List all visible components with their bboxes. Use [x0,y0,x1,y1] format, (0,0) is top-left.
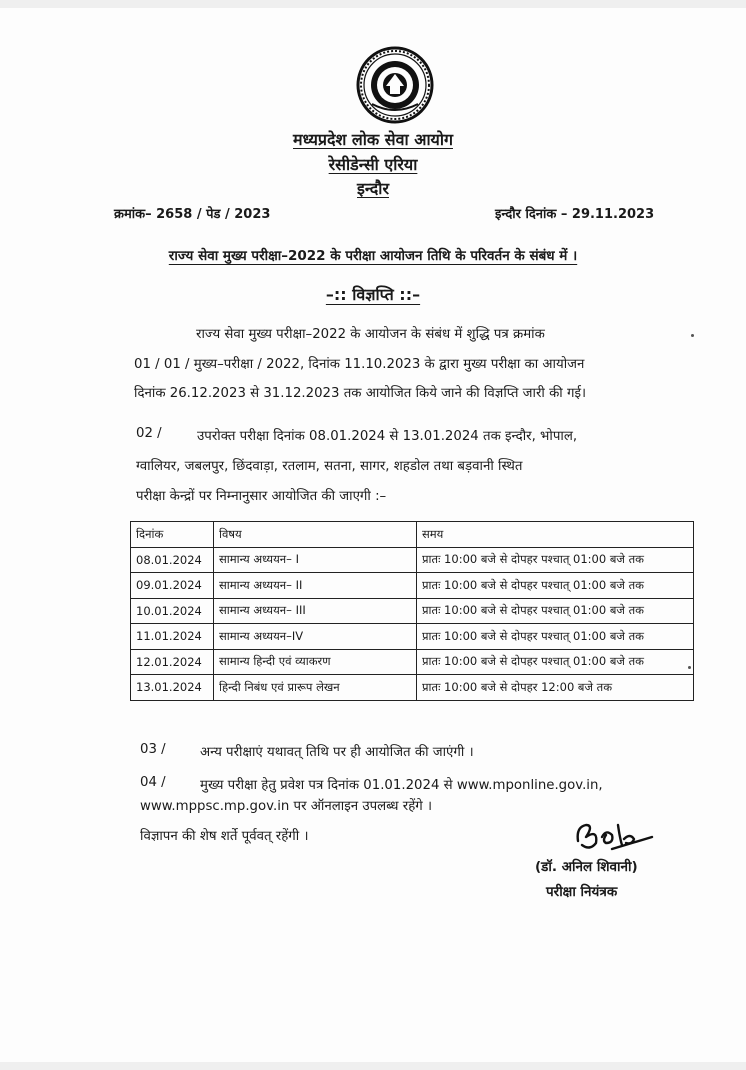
para2-line1: उपरोक्त परीक्षा दिनांक 08.01.2024 से 13.01.2024 तक इन्दौर, भोपाल, [197,429,578,444]
closing-note: विज्ञापन की शेष शर्ते पूर्ववत् रहेंगी । [140,829,309,844]
org-city: इन्दौर [357,179,389,198]
exam-schedule-table [130,521,694,701]
para4-line1: मुख्य परीक्षा हेतु प्रवेश पत्र दिनांक 01.01.2024 से www.mponline.gov.in, [200,778,603,793]
cell-time: प्रातः 10:00 बजे से दोपहर पश्चात् 01:00 बजे तक [417,624,694,650]
org-name: मध्यप्रदेश लोक सेवा आयोग [293,130,453,149]
cell-date: 12.01.2024 [131,649,214,675]
table-row [131,624,694,650]
para2-line2: ग्वालियर, जबलपुर, छिंदवाड़ा, रतलाम, सतना, सागर, शहडोल तथा बड़वानी स्थित [136,459,523,474]
speck [691,334,694,337]
cell-subject: सामान्य अध्ययन– III [214,598,417,624]
para2-number: 02 / [136,426,162,441]
para2-line3: परीक्षा केन्द्रों पर निम्नानुसार आयोजित की जाएगी :– [136,489,387,504]
scan-edge-top [0,0,746,8]
cell-time: प्रातः 10:00 बजे से दोपहर पश्चात् 01:00 बजे तक [417,573,694,599]
cell-time: प्रातः 10:00 बजे से दोपहर 12:00 बजे तक [417,675,694,701]
table-row [131,649,694,675]
para4-line2: www.mppsc.mp.gov.in पर ऑनलाइन उपलब्ध रहेंगे । [140,799,433,814]
cell-subject: सामान्य हिन्दी एवं व्याकरण [214,649,417,675]
cell-date: 08.01.2024 [131,547,214,573]
org-area: रेसीडेन्सी एरिया [328,155,418,174]
cell-subject: सामान्य अध्ययन– I [214,547,417,573]
signatory-name: (डॉ. अनिल शिवानी) [535,859,638,875]
para1-line1: राज्य सेवा मुख्य परीक्षा–2022 के आयोजन के संबंध में शुद्धि पत्र क्रमांक [196,327,545,342]
cell-subject: सामान्य अध्ययन– II [214,573,417,599]
table-header-row [131,522,694,548]
table-row [131,598,694,624]
cell-time: प्रातः 10:00 बजे से दोपहर पश्चात् 01:00 बजे तक [417,598,694,624]
para1-line3: दिनांक 26.12.2023 से 31.12.2023 तक आयोजित किये जाने की विज्ञप्ति जारी की गई। [134,386,587,401]
table-row [131,573,694,599]
speck [688,666,691,669]
subject-line: राज्य सेवा मुख्य परीक्षा–2022 के परीक्षा आयोजन तिथि के परिवर्तन के संबंध में । [168,248,578,264]
mppsc-emblem-icon [356,46,434,124]
col-header-subject: विषय [214,522,417,548]
cell-date: 11.01.2024 [131,624,214,650]
reference-number: क्रमांक– 2658 / पेड / 2023 [114,207,271,222]
scan-edge-bottom [0,1062,746,1070]
col-header-time: समय [417,522,694,548]
para3-text: अन्य परीक्षाएं यथावत् तिथि पर ही आयोजित की जाएंगी । [200,745,474,760]
signatory-designation: परीक्षा नियंत्रक [546,884,618,900]
cell-date: 09.01.2024 [131,573,214,599]
cell-time: प्रातः 10:00 बजे से दोपहर पश्चात् 01:00 बजे तक [417,547,694,573]
para4-number: 04 / [140,775,166,790]
table-row [131,547,694,573]
notice-title: –:: विज्ञप्ति ::– [325,285,421,304]
cell-subject: हिन्दी निबंध एवं प्रारूप लेखन [214,675,417,701]
signature-icon [572,815,654,859]
cell-date: 10.01.2024 [131,598,214,624]
place-date: इन्दौर दिनांक – 29.11.2023 [495,207,655,222]
cell-time: प्रातः 10:00 बजे से दोपहर पश्चात् 01:00 बजे तक [417,649,694,675]
table-row [131,675,694,701]
para1-line2: 01 / 01 / मुख्य–परीक्षा / 2022, दिनांक 11.10.2023 के द्वारा मुख्य परीक्षा का आयोजन [134,357,585,372]
cell-subject: सामान्य अध्ययन–IV [214,624,417,650]
col-header-date: दिनांक [131,522,214,548]
para3-number: 03 / [140,742,166,757]
cell-date: 13.01.2024 [131,675,214,701]
